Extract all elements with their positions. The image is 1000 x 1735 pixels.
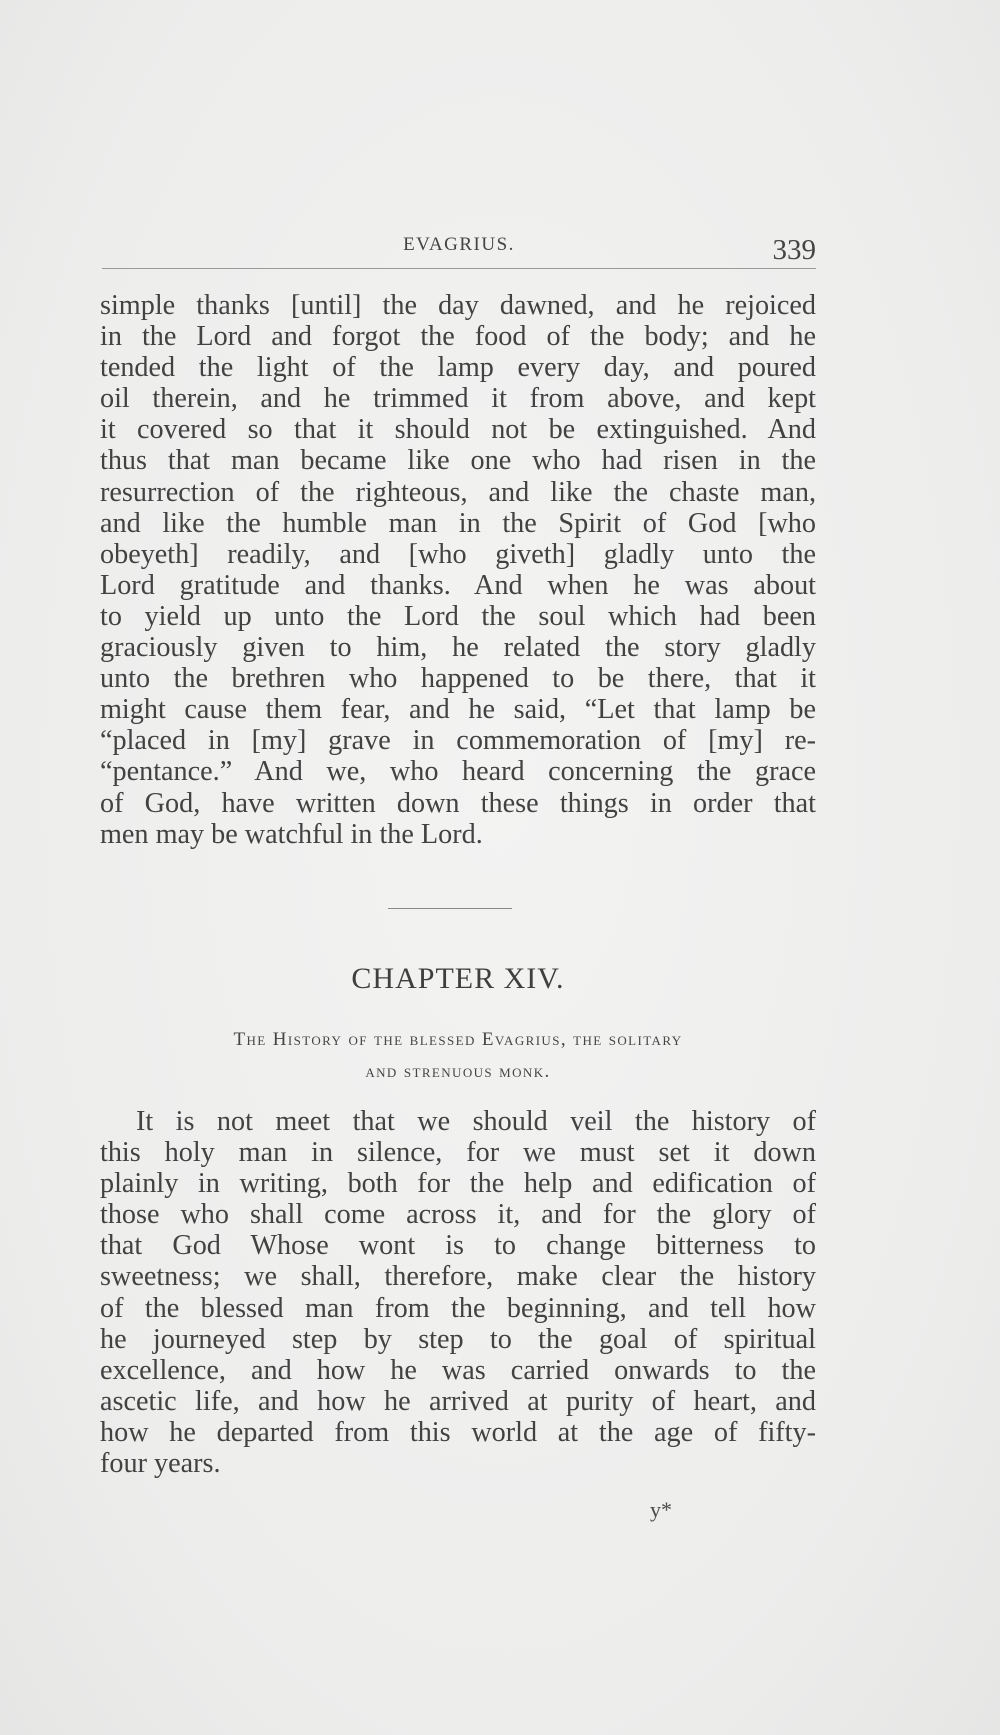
text-line: graciously given to him, he related the story gladly bbox=[100, 632, 816, 664]
text-line: to yield up unto the Lord the soul which had been bbox=[100, 600, 816, 632]
text-line: four years. bbox=[100, 1448, 221, 1480]
text-line: tended the light of the lamp every day, and poured bbox=[100, 352, 816, 384]
chapter-heading: CHAPTER XIV. bbox=[351, 962, 565, 995]
text-line: ascetic life, and how he arrived at purity of heart, and bbox=[100, 1385, 816, 1417]
signature-mark: y* bbox=[650, 1497, 672, 1522]
text-line: sweetness; we shall, therefore, make clear the history bbox=[100, 1261, 816, 1293]
text-line: plainly in writing, both for the help and edification of bbox=[100, 1168, 816, 1200]
text-line: in the Lord and forgot the food of the body; and he bbox=[100, 321, 816, 353]
running-title: EVAGRIUS. bbox=[403, 234, 515, 255]
text-line: thus that man became like one who had risen in the bbox=[100, 445, 816, 477]
chapter-subtitle-line: The History of the blessed Evagrius, the solitary bbox=[233, 1029, 683, 1050]
text-line: simple thanks [until] the day dawned, and he rejoiced bbox=[100, 290, 816, 321]
page-number: 339 bbox=[772, 234, 816, 266]
chapter-body-text bbox=[100, 1106, 816, 1479]
text-line: how he departed from this world at the age of fifty- bbox=[100, 1416, 816, 1448]
text-line: It is not meet that we should veil the history of bbox=[136, 1106, 816, 1137]
text-line: of God, have written down these things in order that bbox=[100, 787, 816, 819]
chapter-subtitle bbox=[100, 1024, 816, 1088]
text-line: “pentance.” And we, who heard concerning the grace bbox=[100, 756, 816, 788]
text-line: Lord gratitude and thanks. And when he was about bbox=[100, 569, 816, 601]
body-text-continued bbox=[100, 290, 816, 850]
text-line: “placed in [my] grave in commemoration of [my] re- bbox=[100, 725, 816, 757]
text-line: he journeyed step by step to the goal of spiritual bbox=[100, 1323, 816, 1355]
text-line: oil therein, and he trimmed it from above, and kept bbox=[100, 383, 816, 415]
header-rule bbox=[102, 268, 816, 269]
text-line: resurrection of the righteous, and like the chaste man, bbox=[100, 476, 816, 508]
text-line: men may be watchful in the Lord. bbox=[100, 818, 483, 850]
text-line: that God Whose wont is to change bitterness to bbox=[100, 1230, 816, 1262]
text-line: might cause them fear, and he said, “Let that lamp be bbox=[100, 694, 816, 726]
text-line: those who shall come across it, and for the glory of bbox=[100, 1199, 816, 1231]
section-separator bbox=[388, 908, 512, 909]
text-line: obeyeth] readily, and [who giveth] gladly unto the bbox=[100, 538, 816, 570]
text-line: this holy man in silence, for we must set it down bbox=[100, 1137, 816, 1169]
text-line: excellence, and how he was carried onwards to the bbox=[100, 1354, 816, 1386]
text-line: it covered so that it should not be extinguished. And bbox=[100, 414, 816, 446]
text-line: and like the humble man in the Spirit of God [who bbox=[100, 507, 816, 539]
text-line: of the blessed man from the beginning, and tell how bbox=[100, 1292, 816, 1324]
running-head bbox=[102, 228, 816, 268]
chapter-subtitle-line: and strenuous monk. bbox=[365, 1061, 551, 1082]
text-line: unto the brethren who happened to be there, that it bbox=[100, 663, 816, 695]
